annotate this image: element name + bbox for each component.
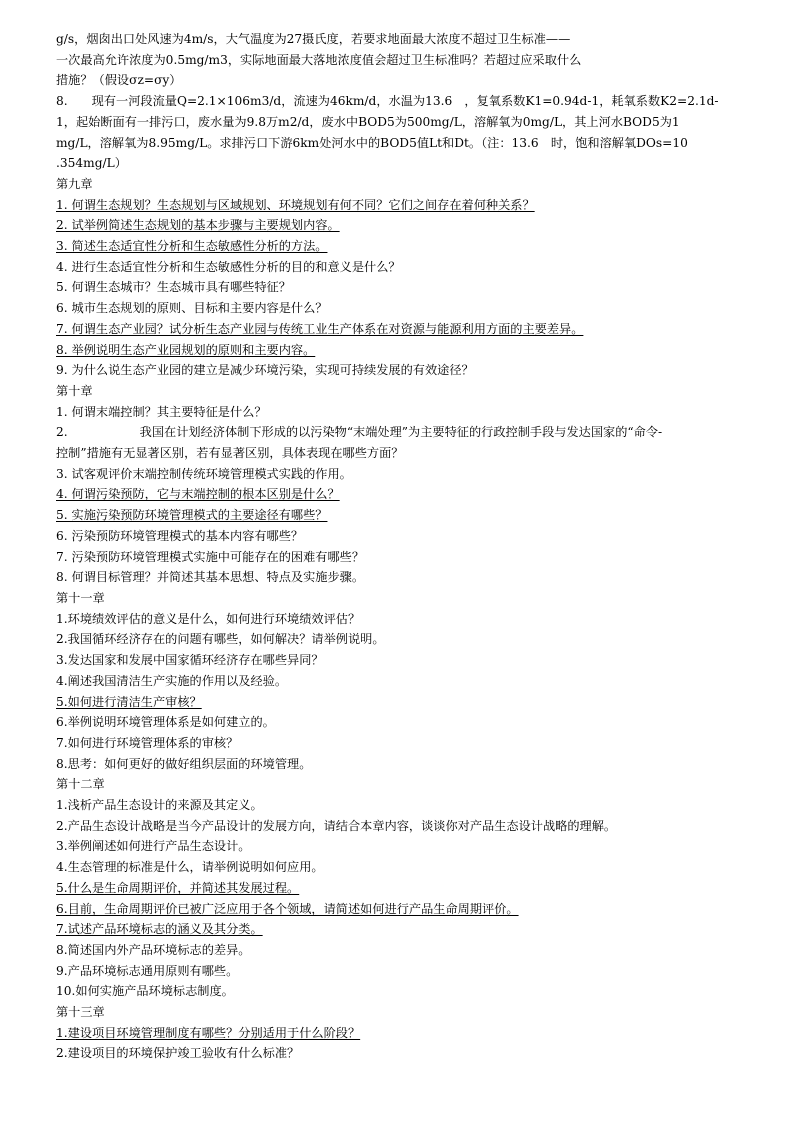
ch12-item-1: 1.浅析产品生态设计的来源及其定义。 (56, 798, 263, 813)
ch10-item-1: 1. 何谓末端控制？其主要特征是什么？ (56, 404, 267, 419)
ch11-item-6: 6.举例说明环境管理体系是如何建立的。 (56, 715, 275, 730)
ch10-item-4: 4. 何谓污染预防，它与末端控制的根本区别是什么？ (56, 487, 340, 502)
ch10-item-2-text-1: 我国在计划经济体制下形成的以污染物“末端处理”为主要特征的行政控制手段与发达国家的“命令- (139, 425, 663, 440)
document-page (56, 29, 746, 1064)
intro-line-2: 一次最高允许浓度为0.5mg/m3，实际地面最大落地浓度值会超过卫生标准吗？若超过应采取什么 (56, 52, 582, 67)
question-8-number: 8. (56, 94, 68, 109)
ch11-item-2: 2.我国循环经济存在的问题有哪些，如何解决？请举例说明。 (56, 632, 385, 647)
ch12-item-10: 10.如何实施产品环境标志制度。 (56, 984, 234, 999)
ch11-item-8: 8.思考：如何更好的做好组织层面的环境管理。 (56, 756, 312, 771)
question-8-line-2: 1，起始断面有一排污口，废水量为9.8万m2/d，废水中BOD5为500mg/L，溶解氧为0mg/L，其上河水BOD5为1 (56, 114, 680, 129)
ch12-item-6: 6.目前，生命周期评价已被广泛应用于各个领域，请简述如何进行产品生命周期评价。 (56, 901, 519, 916)
ch11-item-7: 7.如何进行环境管理体系的审核？ (56, 735, 239, 750)
chapter-9-title: 第九章 (56, 176, 93, 191)
intro-line-3: 措施？（假设σz=σy） (56, 73, 182, 88)
question-8-text-1: 现有一河段流量Q=2.1×106m3/d，流速为46km/d，水温为13.6 ，复氧系数K1=0.94d-1，耗氧系数K2=2.1d- (91, 94, 719, 109)
ch11-item-3: 3.发达国家和发展中国家循环经济存在哪些异同？ (56, 653, 324, 668)
ch10-item-6: 6. 污染预防环境管理模式的基本内容有哪些？ (56, 528, 304, 543)
ch11-item-5: 5.如何进行清洁生产审核？ (56, 694, 202, 709)
ch12-item-7: 7.试述产品环境标志的涵义及其分类。 (56, 922, 263, 937)
ch12-item-2: 2.产品生态设计战略是当今产品设计的发展方向，请结合本章内容，谈谈你对产品生态设计战略的理解。 (56, 818, 617, 833)
chapter-10-title: 第十章 (56, 383, 93, 398)
ch9-item-9: 9. 为什么说生态产业园的建立是减少环境污染，实现可持续发展的有效途径？ (56, 363, 474, 378)
question-8-line-4: .354mg/L） (56, 156, 127, 171)
ch12-item-9: 9.产品环境标志通用原则有哪些。 (56, 963, 239, 978)
question-8-line-3: mg/L，溶解氧为8.95mg/L。求排污口下游6km处河水中的BOD5值Lt和Dt。（注：13.6 时，饱和溶解氧DOs=10 (56, 135, 688, 150)
ch12-item-4: 4.生态管理的标准是什么，请举例说明如何应用。 (56, 860, 324, 875)
ch9-item-8: 8. 举例说明生态产业园规划的原则和主要内容。 (56, 342, 316, 357)
ch9-item-4: 4. 进行生态适宜性分析和生态敏感性分析的目的和意义是什么？ (56, 259, 401, 274)
ch9-item-2: 2. 试举例简述生态规划的基本步骤与主要规划内容。 (56, 218, 340, 233)
ch13-item-2: 2.建设项目的环境保护竣工验收有什么标准？ (56, 1046, 300, 1061)
ch9-item-7: 7. 何谓生态产业园？试分析生态产业园与传统工业生产体系在对资源与能源利用方面的主要差异。 (56, 321, 584, 336)
intro-line-1: g/s，烟囱出口处风速为4m/s，大气温度为27摄氏度，若要求地面最大浓度不超过卫生标准—— (56, 32, 571, 46)
ch9-item-6: 6. 城市生态规划的原则、目标和主要内容是什么？ (56, 301, 328, 316)
ch9-item-3: 3. 简述生态适宜性分析和生态敏感性分析的方法。 (56, 239, 328, 254)
ch10-item-2-number: 2. (56, 425, 68, 440)
ch9-item-5: 5. 何谓生态城市？生态城市具有哪些特征？ (56, 280, 291, 295)
ch12-item-8: 8.简述国内外产品环境标志的差异。 (56, 942, 251, 957)
ch10-item-2-line-1 (56, 422, 746, 443)
question-8-line-1 (56, 91, 746, 112)
ch10-item-2-line-2: 控制”措施有无显著区别，若有显著区别，具体表现在哪些方面？ (56, 446, 404, 461)
chapter-13-title: 第十三章 (56, 1005, 105, 1020)
ch12-item-5: 5.什么是生命周期评价，并简述其发展过程。 (56, 880, 300, 895)
ch11-item-4: 4.阐述我国清洁生产实施的作用以及经验。 (56, 673, 288, 688)
chapter-12-title: 第十二章 (56, 777, 105, 792)
chapter-11-title: 第十一章 (56, 590, 105, 605)
ch10-item-7: 7. 污染预防环境管理模式实施中可能存在的困难有哪些？ (56, 549, 365, 564)
ch10-item-5: 5. 实施污染预防环境管理模式的主要途径有哪些？ (56, 508, 328, 523)
ch11-item-1: 1.环境绩效评估的意义是什么，如何进行环境绩效评估？ (56, 611, 361, 626)
ch10-item-3: 3. 试客观评价末端控制传统环境管理模式实践的作用。 (56, 466, 352, 481)
ch12-item-3: 3.举例阐述如何进行产品生态设计。 (56, 839, 251, 854)
ch10-item-8: 8. 何谓目标管理？并简述其基本思想、特点及实施步骤。 (56, 570, 365, 585)
ch9-item-1: 1. 何谓生态规划？生态规划与区域规划、环境规划有何不同？它们之间存在着何种关系？ (56, 197, 535, 212)
ch13-item-1: 1.建设项目环境管理制度有哪些？分别适用于什么阶段？ (56, 1025, 361, 1040)
